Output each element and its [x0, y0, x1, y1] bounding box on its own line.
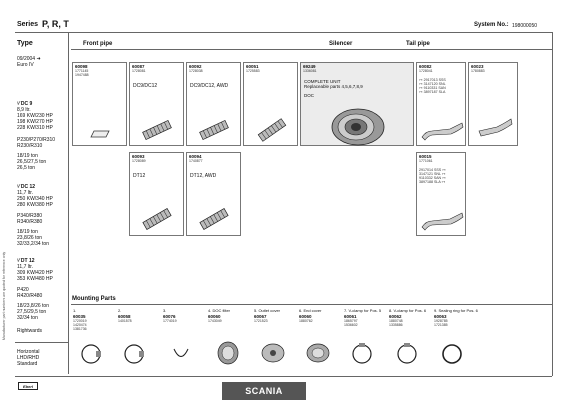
oem-number: 1771145	[75, 69, 89, 73]
oem-number: 1336081	[303, 69, 317, 73]
part-card[interactable]	[72, 62, 127, 146]
model-list: P420	[17, 287, 29, 293]
footer-spec: Standard	[17, 361, 38, 367]
oem-number: 1865797	[344, 319, 358, 323]
flex-pipe-icon	[140, 205, 174, 233]
engine-dc9: ¹⁄ DC 9	[17, 101, 33, 107]
mounting-item[interactable]	[118, 308, 163, 378]
part-card[interactable]	[468, 62, 518, 146]
series-label: Series	[17, 21, 39, 28]
oem-number: 1947488	[75, 73, 89, 77]
scania-brand-label: SCANIA	[222, 382, 306, 400]
footer-spec: LHD/RHD	[17, 355, 40, 361]
header-divider	[15, 32, 552, 33]
tail-pipe-icon	[420, 121, 464, 141]
engine-spec: 198 KW/270 HP	[17, 119, 53, 125]
variant-number: ⊶ 3147120 SNL	[419, 82, 446, 86]
engine-spec: 8,9 ltr.	[17, 107, 31, 113]
oem-number: 1740877	[189, 159, 203, 163]
part-number: 60015	[419, 154, 432, 159]
flex-pipe-icon	[256, 115, 288, 145]
oem-number: 1780883	[471, 69, 485, 73]
variant-number: 3897188 SLA ⊶	[419, 180, 446, 184]
variant-number: ⊶ 2917013 SSS	[419, 78, 446, 82]
v-clamp-icon	[350, 342, 374, 366]
part-application: DT12	[133, 173, 146, 179]
variant-number: 3147121 SNL ⊶	[419, 172, 446, 176]
disclaimer-vertical-text: Manufacturer part numbers are quoted for reference only	[2, 251, 6, 340]
part-number: 60092	[189, 64, 202, 69]
part-number: 60058	[118, 314, 131, 319]
series-value: P, R, T	[42, 19, 69, 29]
oem-number: 1728089	[132, 159, 146, 163]
model-list: P340/R380	[17, 213, 43, 219]
part-description: DOC	[304, 92, 314, 98]
oem-number: 1721385	[434, 323, 448, 327]
mounting-item[interactable]	[208, 308, 253, 378]
tonnage: 23,8/26 ton	[17, 235, 43, 241]
part-number: 60076	[163, 314, 176, 319]
oem-number: 1720019	[73, 319, 87, 323]
tonnage: 18/23,8/26 ton	[17, 303, 49, 309]
variant-number: ⊶ 9110331 SAN	[419, 86, 446, 90]
section-divider	[71, 49, 552, 50]
variant-number: 9110332 SAN ⊶	[419, 176, 446, 180]
model-list: R340/R380	[17, 219, 43, 225]
section-front-pipe: Front pipe	[83, 41, 113, 47]
engine-spec: 280 KW/380 HP	[17, 202, 53, 208]
mounting-title: 9. Sealing ring for Pos. 6	[434, 308, 478, 313]
section-tail-pipe: Tail pipe	[406, 41, 430, 47]
part-number: 60094	[189, 154, 202, 159]
part-number: 60093	[132, 154, 145, 159]
tail-pipe-icon	[420, 211, 464, 231]
engine-spec: 353 KW/480 HP	[17, 276, 53, 282]
mounting-item[interactable]	[254, 308, 299, 378]
part-card[interactable]	[243, 62, 298, 146]
footer-spec: Horizontal	[17, 349, 40, 355]
right-border	[552, 32, 553, 376]
mounting-title: 2.	[118, 308, 122, 313]
oem-number: 1725583	[246, 69, 260, 73]
part-description: Replaceable parts 4,5,6,7,8,9	[304, 84, 363, 90]
oem-number: 1880748	[389, 319, 403, 323]
mounting-title: 3.	[163, 308, 167, 313]
oem-number: 1771061	[419, 159, 433, 163]
part-number: 60063	[434, 314, 447, 319]
oem-number: 1880762	[299, 319, 313, 323]
part-application: DC9/DC12	[133, 83, 158, 89]
sidebar-footer-divider	[15, 342, 68, 343]
part-number: 60062	[389, 314, 402, 319]
model-list: R420/R480	[17, 293, 43, 299]
section-mounting-parts: Mounting Parts	[72, 296, 116, 302]
oem-number: 1743049	[208, 319, 222, 323]
system-value: 198000050	[512, 23, 538, 29]
oem-number: 1728038	[189, 69, 203, 73]
part-card[interactable]	[186, 152, 241, 236]
oem-number: 1728041	[419, 69, 433, 73]
part-card[interactable]	[129, 62, 184, 146]
oem-number: 1335886	[389, 323, 403, 327]
sidebar-divider	[68, 32, 69, 374]
part-number: 60060	[299, 314, 312, 319]
mounting-divider	[71, 304, 552, 305]
tonnage: 26,5/27,5 ton	[17, 159, 47, 165]
model-list: P230/P270/R310	[17, 137, 56, 143]
engine-spec: 228 KW/310 HP	[17, 125, 53, 131]
mounting-item[interactable]	[434, 308, 479, 378]
mounting-title: 4. DOC filter	[208, 308, 231, 313]
type-label: Type	[17, 40, 33, 47]
tonnage: 32/34 ton	[17, 315, 38, 321]
oem-number: 1536602	[344, 323, 358, 327]
mounting-item[interactable]	[299, 308, 344, 378]
engine-spec: 250 KW/340 HP	[17, 196, 53, 202]
silencer-card[interactable]	[300, 62, 414, 146]
engine-spec: 169 KW/230 HP	[17, 113, 53, 119]
tonnage: 18/19 ton	[17, 229, 38, 235]
tonnage: 26,5 ton	[17, 165, 36, 171]
variant-number: 2917014 SSS ⊶	[419, 168, 446, 172]
mounting-item[interactable]	[389, 308, 434, 378]
v-clamp-icon	[395, 342, 419, 366]
part-number: 60067	[254, 314, 267, 319]
mounting-item[interactable]	[163, 308, 208, 378]
end-cover-icon	[305, 342, 331, 364]
section-silencer: Silencer	[329, 41, 353, 47]
oem-number: 1401578	[118, 319, 132, 323]
brand-logo: Eberl	[18, 382, 38, 390]
oem-number: 1928785	[434, 319, 448, 323]
part-number: 60061	[344, 314, 357, 319]
engine-dc12: ¹⁄ DC 12	[17, 184, 36, 190]
clip-icon	[171, 346, 191, 362]
sealing-ring-icon	[440, 342, 464, 366]
emission-date: 09/2004 ➜	[17, 56, 41, 62]
oem-number: 1721523	[254, 319, 268, 323]
mounting-title: 7. V-clamp for Pos. 5	[344, 308, 382, 313]
tonnage: 27,5/29,5 ton	[17, 309, 47, 315]
part-number: 60051	[246, 64, 259, 69]
silencer-drum-icon	[329, 107, 387, 147]
mounting-title: 8. V-clamp for Pos. 6	[389, 308, 427, 313]
mounting-item[interactable]	[344, 308, 389, 378]
doc-filter-icon	[216, 340, 240, 366]
part-number: 60082	[419, 64, 432, 69]
emission-standard: Euro IV	[17, 62, 34, 68]
part-description: COMPLETE UNIT	[304, 79, 341, 84]
part-card[interactable]	[416, 152, 466, 236]
part-number: 69249	[303, 64, 316, 69]
flex-pipe-icon	[197, 205, 231, 233]
part-card[interactable]	[186, 62, 241, 146]
part-number: 60035	[73, 314, 86, 319]
variant-number: ⊶ 3897187 SLA	[419, 90, 446, 94]
part-number: 60098	[75, 64, 88, 69]
mounting-title: 6. End cover	[299, 308, 322, 313]
engine-spec: 11,7 ltr.	[17, 190, 34, 196]
part-application: DC9/DC12, AWD	[190, 83, 229, 89]
rightwards-label: Rightwards	[17, 328, 43, 334]
clamp-icon	[79, 342, 103, 366]
oem-number: 1420474	[73, 323, 87, 327]
oem-number: 1381736	[73, 327, 87, 331]
part-number: 60023	[471, 64, 484, 69]
gasket-icon	[89, 129, 111, 139]
engine-dt12: ¹⁄ DT 12	[17, 258, 35, 264]
system-label: System No.:	[474, 22, 509, 28]
tail-pipe-icon	[477, 117, 513, 141]
engine-spec: 11,7 ltr.	[17, 264, 34, 270]
oem-number: 1774019	[163, 319, 177, 323]
part-card[interactable]	[416, 62, 466, 146]
oem-number: 1728081	[132, 69, 146, 73]
mounting-item[interactable]	[73, 308, 118, 378]
clamp-icon	[122, 342, 146, 366]
engine-spec: 309 KW/420 HP	[17, 270, 53, 276]
mounting-title: 5. Outlet cover	[254, 308, 281, 313]
flex-pipe-icon	[197, 117, 231, 143]
part-card[interactable]	[129, 152, 184, 236]
part-application: DT12, AWD	[190, 173, 217, 179]
model-list: R230/R310	[17, 143, 43, 149]
flex-pipe-icon	[140, 117, 174, 143]
mounting-title: 1.	[73, 308, 77, 313]
tonnage: 18/19 ton	[17, 153, 38, 159]
part-number: 60060	[208, 314, 221, 319]
part-number: 60087	[132, 64, 145, 69]
outlet-cover-icon	[260, 342, 286, 364]
tonnage: 32/33,2/34 ton	[17, 241, 49, 247]
